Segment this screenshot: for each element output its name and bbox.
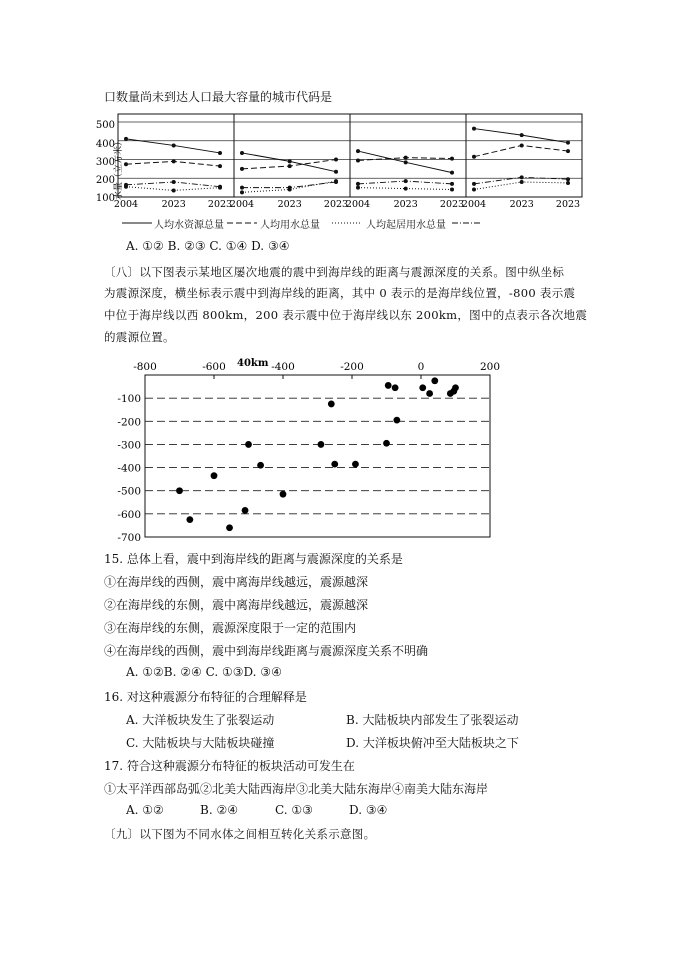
earthquake-point xyxy=(352,461,359,468)
earthquake-point xyxy=(331,461,338,468)
x-tick-label: 2004 xyxy=(229,199,255,210)
data-point xyxy=(450,157,454,161)
section-8-line: 为震源深度，横坐标表示震中到海岸线的距离，其中 0 表示的是海岸线位置，-800 表示震 xyxy=(104,286,576,300)
x-tick-label: 200 xyxy=(479,361,501,373)
x-tick-label: 2004 xyxy=(113,199,139,210)
x-tick-label: 2023 xyxy=(509,199,534,210)
data-point xyxy=(404,160,408,164)
data-point xyxy=(520,180,524,184)
earthquake-point xyxy=(383,440,390,447)
legend-label: 人均水资源总量 xyxy=(154,220,224,231)
earthquake-point xyxy=(385,382,392,389)
data-point xyxy=(472,127,476,131)
y-tick-label: -400 xyxy=(117,462,141,475)
question-16-option-c: C. 大陆板块与大陆板块碰撞 xyxy=(126,736,275,750)
data-point xyxy=(566,177,570,181)
data-point xyxy=(404,187,408,191)
data-point xyxy=(218,151,222,155)
earthquake-point xyxy=(226,524,233,531)
question-17-option-c: C. ①③ xyxy=(275,803,313,817)
earthquake-scatter-chart xyxy=(100,355,520,545)
x-tick-label: 2004 xyxy=(345,199,371,210)
data-point xyxy=(288,159,292,163)
question-16-stem: 16. 对这种震源分布特征的合理解释是 xyxy=(104,690,307,704)
question-15-stem: 15. 总体上看，震中到海岸线的距离与震源深度的关系是 xyxy=(104,552,403,566)
data-point xyxy=(566,141,570,145)
y-tick-label: 200 xyxy=(95,175,115,186)
data-point xyxy=(520,143,524,147)
data-point xyxy=(124,183,128,187)
data-point xyxy=(124,137,128,141)
earthquake-point xyxy=(318,441,325,448)
data-point xyxy=(450,171,454,175)
question-17-option-a: A. ①② xyxy=(126,803,164,817)
question-17-option-d: D. ③④ xyxy=(349,803,388,817)
earthquake-point xyxy=(211,472,218,479)
earthquake-point xyxy=(245,441,252,448)
data-point xyxy=(334,170,338,174)
y-axis-label: 水量（立方米） xyxy=(114,136,124,200)
y-tick-label: -500 xyxy=(117,485,141,498)
data-point xyxy=(288,186,292,190)
question-14-options: A. ①② B. ②③ C. ①④ D. ③④ xyxy=(126,239,290,253)
section-8-line: 中位于海岸线以西 800km，200 表示震中位于海岸线以东 200km，图中的点表示各次地震 xyxy=(104,308,588,322)
data-point xyxy=(334,158,338,162)
data-point xyxy=(566,181,570,185)
earthquake-point xyxy=(242,507,249,514)
data-point xyxy=(172,180,176,184)
data-point xyxy=(450,182,454,186)
data-point xyxy=(240,151,244,155)
question-17-stem: 17. 符合这种震源分布特征的板块活动可发生在 xyxy=(104,759,355,773)
data-point xyxy=(124,162,128,166)
y-tick-label: 500 xyxy=(95,120,115,131)
x-tick-label: 2023 xyxy=(555,199,581,210)
data-point xyxy=(472,188,476,192)
section-8-line: 的震源位置。 xyxy=(104,330,175,344)
x-tick-label: -400 xyxy=(271,361,295,373)
data-point xyxy=(356,149,360,153)
y-tick-label: 400 xyxy=(95,139,115,150)
legend-label: 人均起居用水总量 xyxy=(366,220,446,231)
y-tick-label: -700 xyxy=(117,532,141,544)
data-point xyxy=(218,164,222,168)
earthquake-point xyxy=(392,384,399,391)
x-tick-label: -200 xyxy=(340,361,364,373)
data-point xyxy=(472,155,476,159)
plot-frame xyxy=(145,375,490,537)
earthquake-point xyxy=(186,516,193,523)
y-tick-label: -300 xyxy=(117,439,141,452)
data-point xyxy=(450,188,454,192)
data-point xyxy=(472,182,476,186)
data-point xyxy=(218,185,222,189)
data-point xyxy=(172,188,176,192)
earthquake-point xyxy=(176,487,183,494)
question-14-tail: 口数量尚未到达人口最大容量的城市代码是 xyxy=(104,90,333,104)
data-point xyxy=(404,156,408,160)
data-point xyxy=(566,149,570,153)
y-tick-label: 100 xyxy=(95,193,115,204)
question-15-item: ③在海岸线的东侧，震源深度限于一定的范围内 xyxy=(104,621,357,635)
question-15-item: ④在海岸线的西侧，震中到海岸线距离与震源深度关系不明确 xyxy=(104,644,429,658)
data-point xyxy=(356,186,360,190)
data-point xyxy=(520,175,524,179)
chart-legend xyxy=(122,216,480,230)
earthquake-point xyxy=(452,384,459,391)
x-tick-label: 2023 xyxy=(393,199,418,210)
chart-title: 40km xyxy=(237,358,269,369)
x-tick-label: 2023 xyxy=(439,199,465,210)
data-point xyxy=(404,179,408,183)
water-usage-chart xyxy=(88,112,588,217)
data-point xyxy=(240,190,244,194)
data-point xyxy=(172,143,176,147)
earthquake-point xyxy=(393,417,400,424)
earthquake-point xyxy=(280,491,287,498)
x-tick-label: 2023 xyxy=(277,199,302,210)
question-17-option-b: B. ②④ xyxy=(200,803,238,817)
x-tick-label: 2004 xyxy=(461,199,487,210)
y-tick-label: 300 xyxy=(95,157,115,168)
data-point xyxy=(356,182,360,186)
earthquake-point xyxy=(328,401,335,408)
question-17-items: ①太平洋西部岛弧②北美大陆西海岸③北美大陆东海岸④南美大陆东海岸 xyxy=(104,782,489,796)
earthquake-point xyxy=(426,390,433,397)
x-tick-label: -800 xyxy=(133,361,157,373)
y-tick-label: -600 xyxy=(117,508,141,521)
data-point xyxy=(356,158,360,162)
question-16-option-a: A. 大洋板块发生了张裂运动 xyxy=(126,713,275,727)
x-tick-label: 2023 xyxy=(207,199,233,210)
earthquake-point xyxy=(431,377,438,384)
data-point xyxy=(334,180,338,184)
legend-label: 人均用水总量 xyxy=(260,220,320,231)
x-tick-label: 2023 xyxy=(161,199,186,210)
data-point xyxy=(288,164,292,168)
question-16-option-d: D. 大洋板块俯冲至大陆板块之下 xyxy=(346,736,519,750)
question-15-item: ②在海岸线的东侧，震中离海岸线越远，震源越深 xyxy=(104,598,369,612)
question-15-item: ①在海岸线的西侧，震中离海岸线越远，震源越深 xyxy=(104,575,369,589)
x-tick-label: -600 xyxy=(202,361,226,373)
data-point xyxy=(172,159,176,163)
section-8-line: 〔八〕以下图表示某地区屡次地震的震中到海岸线的距离与震源深度的关系。图中纵坐标 xyxy=(104,265,565,279)
y-tick-label: -200 xyxy=(117,416,141,429)
data-point xyxy=(240,186,244,190)
section-9-intro: 〔九〕以下图为不同水体之间相互转化关系示意图。 xyxy=(104,827,376,841)
question-16-option-b: B. 大陆板块内部发生了张裂运动 xyxy=(346,713,519,727)
x-tick-label: 2023 xyxy=(323,199,349,210)
data-point xyxy=(240,167,244,171)
data-point xyxy=(520,133,524,137)
y-tick-label: -100 xyxy=(117,393,141,406)
earthquake-point xyxy=(419,384,426,391)
x-tick-label: 0 xyxy=(417,361,425,373)
earthquake-point xyxy=(257,462,264,469)
question-15-options: A. ①②B. ②④ C. ①③D. ③④ xyxy=(126,665,282,679)
